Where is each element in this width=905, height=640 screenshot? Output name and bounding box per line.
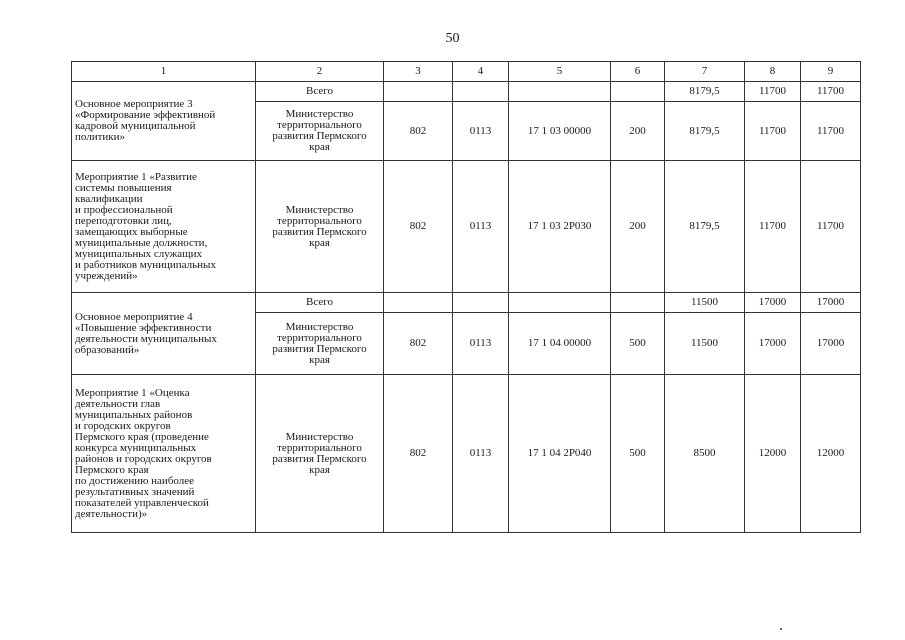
empty-cell xyxy=(384,293,453,313)
amount-cell: 17000 xyxy=(801,313,861,375)
empty-cell xyxy=(509,82,611,102)
org-name: Министерство территориального развития Пермского края xyxy=(272,320,367,366)
column-header: 7 xyxy=(665,62,745,82)
amount-cell: 11700 xyxy=(745,82,801,102)
amount-cell: 11700 xyxy=(745,102,801,161)
amount-cell: 8179,5 xyxy=(665,102,745,161)
amount-cell: 12000 xyxy=(745,375,801,533)
code-cell: 500 xyxy=(611,375,665,533)
code-cell: 0113 xyxy=(453,102,509,161)
column-header: 8 xyxy=(745,62,801,82)
code-cell: 17 1 04 00000 xyxy=(509,313,611,375)
table-row xyxy=(72,293,861,313)
empty-cell xyxy=(611,82,665,102)
amount-cell: 11700 xyxy=(745,161,801,293)
table-row xyxy=(72,375,861,533)
column-header: 6 xyxy=(611,62,665,82)
amount-cell: 17000 xyxy=(745,313,801,375)
code-cell: 17 1 04 2Р040 xyxy=(509,375,611,533)
page-number: 50 xyxy=(445,31,460,46)
table-row xyxy=(72,82,861,102)
table-header-row xyxy=(72,62,861,82)
empty-cell xyxy=(611,293,665,313)
empty-cell xyxy=(453,82,509,102)
amount-cell: 11500 xyxy=(665,313,745,375)
empty-cell xyxy=(384,82,453,102)
code-cell: 802 xyxy=(384,375,453,533)
column-header: 9 xyxy=(801,62,861,82)
amount-cell: 8179,5 xyxy=(665,82,745,102)
org-name: Министерство территориального развития Пермского края xyxy=(272,430,367,476)
amount-cell: 17000 xyxy=(745,293,801,313)
code-cell: 802 xyxy=(384,161,453,293)
column-header: 5 xyxy=(509,62,611,82)
amount-cell: 11700 xyxy=(801,102,861,161)
amount-cell: 8179,5 xyxy=(665,161,745,293)
empty-cell xyxy=(509,293,611,313)
column-header: 4 xyxy=(453,62,509,82)
row-name: Мероприятие 1 «Оценка деятельности глав муниципальных районов и городских округов Пермского края (проведение конкурса муниципальных районов и городских округов Пермского края по достижению наиболее результативных значений показателей управленческой деятельности)» xyxy=(75,386,212,520)
code-cell: 0113 xyxy=(453,161,509,293)
total-label: Всего xyxy=(256,293,384,313)
budget-table xyxy=(71,61,861,533)
amount-cell: 11500 xyxy=(665,293,745,313)
empty-cell xyxy=(453,293,509,313)
row-name: Основное мероприятие 4 «Повышение эффективности деятельности муниципальных образований» xyxy=(75,310,217,356)
code-cell: 200 xyxy=(611,161,665,293)
table-row xyxy=(72,161,861,293)
code-cell: 500 xyxy=(611,313,665,375)
code-cell: 802 xyxy=(384,313,453,375)
amount-cell: 17000 xyxy=(801,293,861,313)
code-cell: 17 1 03 2Р030 xyxy=(509,161,611,293)
org-name: Министерство территориального развития Пермского края xyxy=(272,108,367,153)
code-cell: 0113 xyxy=(453,313,509,375)
column-header: 3 xyxy=(384,62,453,82)
column-header: 1 xyxy=(72,62,256,82)
scan-speck xyxy=(780,628,782,630)
code-cell: 0113 xyxy=(453,375,509,533)
org-name: Министерство территориального развития Пермского края xyxy=(272,203,367,249)
amount-cell: 12000 xyxy=(801,375,861,533)
row-name: Мероприятие 1 «Развитие системы повышения квалификации и профессиональной переподготовки лиц, замещающих выборные муниципальные должности, муниципальных служащих и работников муниципальных учреждений» xyxy=(75,170,216,282)
column-header: 2 xyxy=(256,62,384,82)
code-cell: 17 1 03 00000 xyxy=(509,102,611,161)
amount-cell: 8500 xyxy=(665,375,745,533)
amount-cell: 11700 xyxy=(801,161,861,293)
code-cell: 200 xyxy=(611,102,665,161)
total-label: Всего xyxy=(256,82,384,102)
code-cell: 802 xyxy=(384,102,453,161)
amount-cell: 11700 xyxy=(801,82,861,102)
row-name: Основное мероприятие 3 «Формирование эффективной кадровой муниципальной политики» xyxy=(75,98,216,143)
